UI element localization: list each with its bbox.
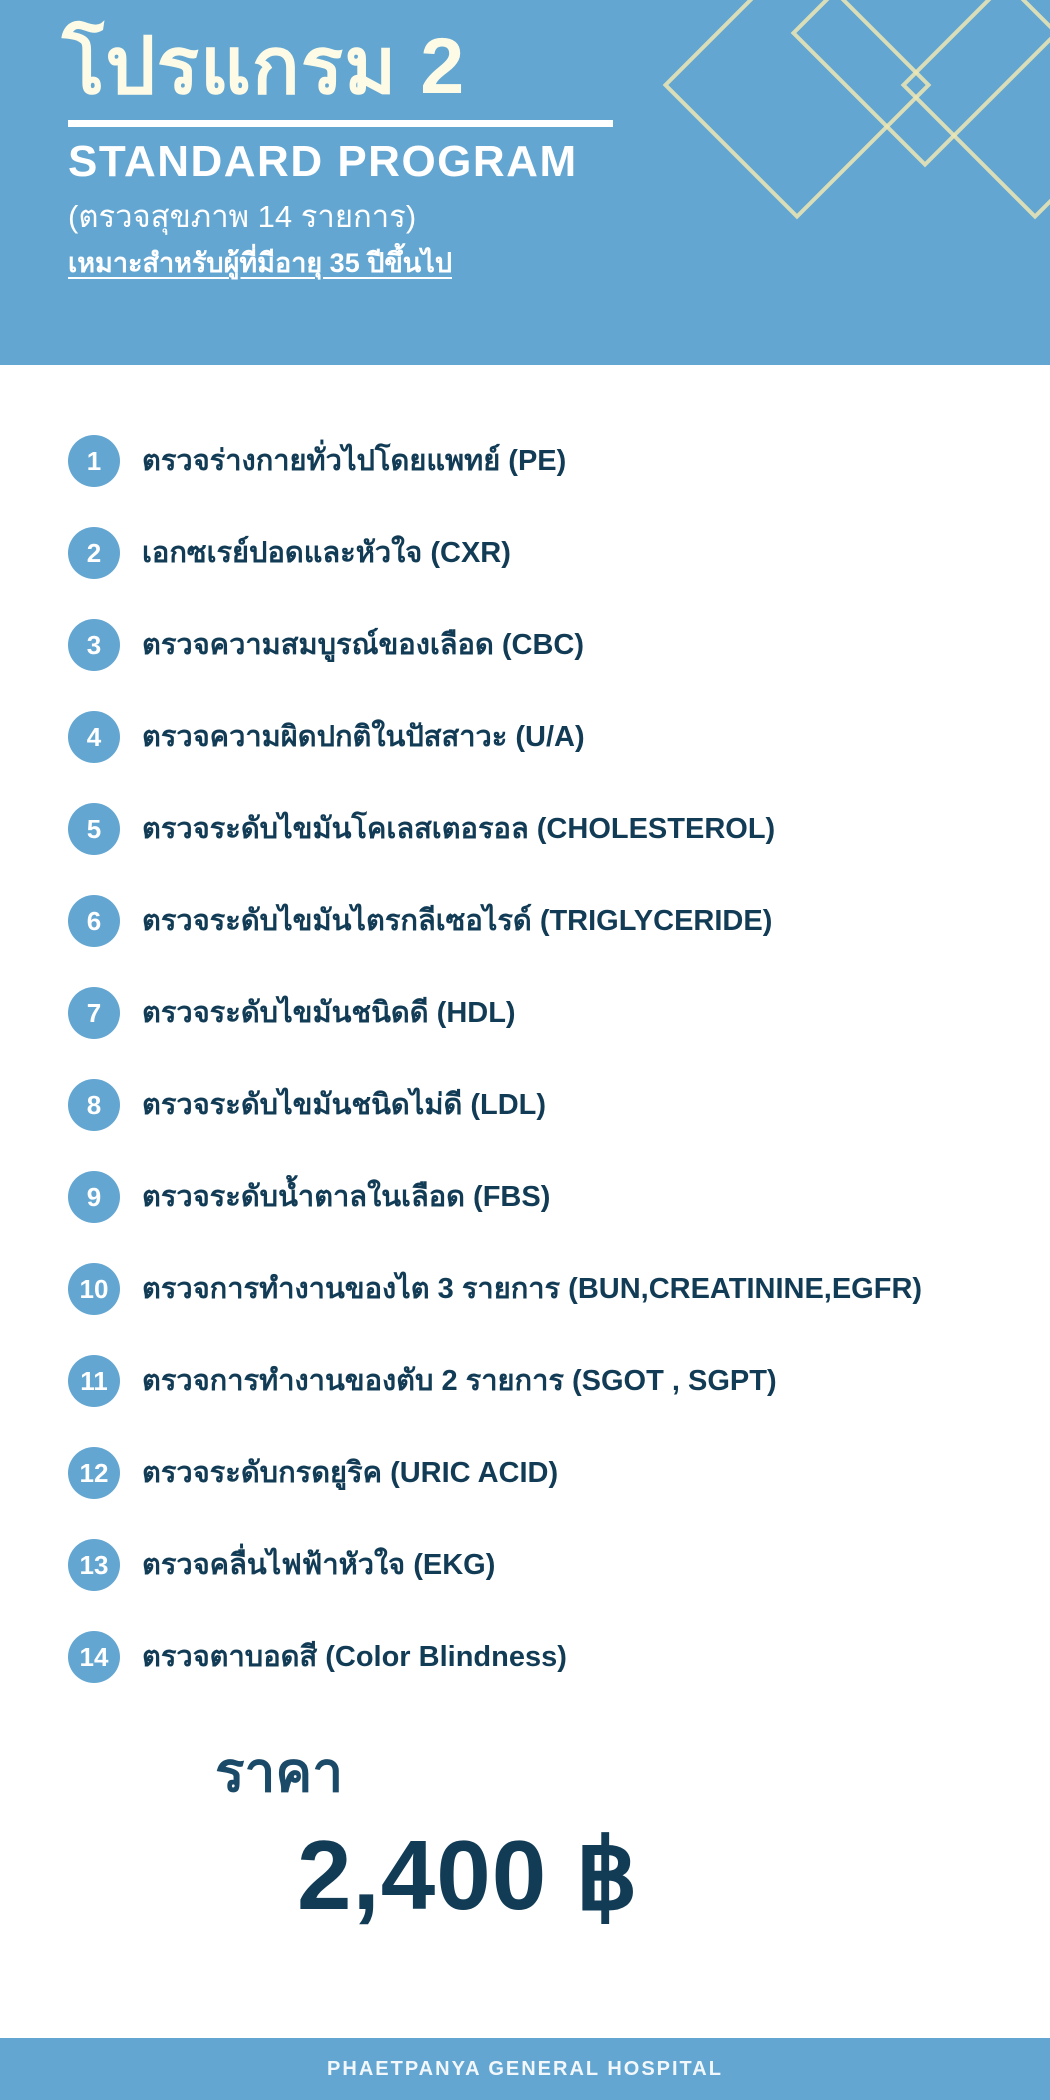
page-title-thai: โปรแกรม 2 [62,21,466,110]
item-number-badge: 2 [68,527,120,579]
poster-header [0,0,1050,365]
list-item [0,507,1050,599]
list-item [0,1151,1050,1243]
item-number-badge: 8 [68,1079,120,1131]
item-label: ตรวจระดับไขมันโคเลสเตอรอล (CHOLESTEROL) [142,812,776,845]
item-number-badge: 11 [68,1355,120,1407]
item-label: ตรวจระดับน้ำตาลในเลือด (FBS) [142,1180,551,1213]
item-number-badge: 4 [68,711,120,763]
list-item [0,1059,1050,1151]
header-content [0,0,1050,280]
item-number-badge: 3 [68,619,120,671]
list-item [0,691,1050,783]
list-item [0,1519,1050,1611]
list-item [0,875,1050,967]
list-item [0,1335,1050,1427]
item-number-badge: 6 [68,895,120,947]
list-item [0,1611,1050,1703]
page-title-english: STANDARD PROGRAM [68,137,578,187]
list-item [0,967,1050,1059]
item-label: ตรวจการทำงานของตับ 2 รายการ (SGOT , SGPT) [142,1364,777,1397]
item-label: ตรวจระดับไขมันชนิดดี (HDL) [142,996,516,1029]
item-label: ตรวจระดับไขมันชนิดไม่ดี (LDL) [142,1088,547,1121]
checkup-item-list [0,365,1050,1703]
item-label: ตรวจตาบอดสี (Color Blindness) [142,1640,567,1673]
item-label: ตรวจความผิดปกติในปัสสาวะ (U/A) [142,720,585,753]
hospital-name: PHAETPANYA GENERAL HOSPITAL [327,2057,723,2080]
item-label: ตรวจคลื่นไฟฟ้าหัวใจ (EKG) [142,1548,496,1581]
item-number-badge: 12 [68,1447,120,1499]
item-label: ตรวจความสมบูรณ์ของเลือด (CBC) [142,628,585,661]
item-number-badge: 14 [68,1631,120,1683]
list-item [0,415,1050,507]
price-value: 2,400 ฿ [297,1820,639,1931]
list-item [0,783,1050,875]
item-number-badge: 7 [68,987,120,1039]
list-item [0,1243,1050,1335]
page-subtitle: (ตรวจสุขภาพ 14 รายการ) [68,198,417,234]
item-number-badge: 10 [68,1263,120,1315]
item-number-badge: 1 [68,435,120,487]
item-label: ตรวจระดับกรดยูริค (URIC ACID) [142,1456,559,1489]
list-item [0,599,1050,691]
item-number-badge: 13 [68,1539,120,1591]
price-label: ราคา [215,1741,344,1803]
poster-footer [0,2038,1050,2100]
item-label: เอกซเรย์ปอดและหัวใจ (CXR) [142,536,511,569]
price-section [0,1703,1050,2038]
list-item [0,1427,1050,1519]
item-label: ตรวจร่างกายทั่วไปโดยแพทย์ (PE) [142,444,567,477]
item-number-badge: 5 [68,803,120,855]
item-label: ตรวจระดับไขมันไตรกลีเซอไรด์ (TRIGLYCERIDE) [142,904,773,937]
title-divider [68,120,613,127]
item-label: ตรวจการทำงานของไต 3 รายการ (BUN,CREATININE,EGFR) [142,1272,923,1305]
eligibility-note: เหมาะสำหรับผู้ที่มีอายุ 35 ปีขึ้นไป [68,248,452,279]
item-number-badge: 9 [68,1171,120,1223]
